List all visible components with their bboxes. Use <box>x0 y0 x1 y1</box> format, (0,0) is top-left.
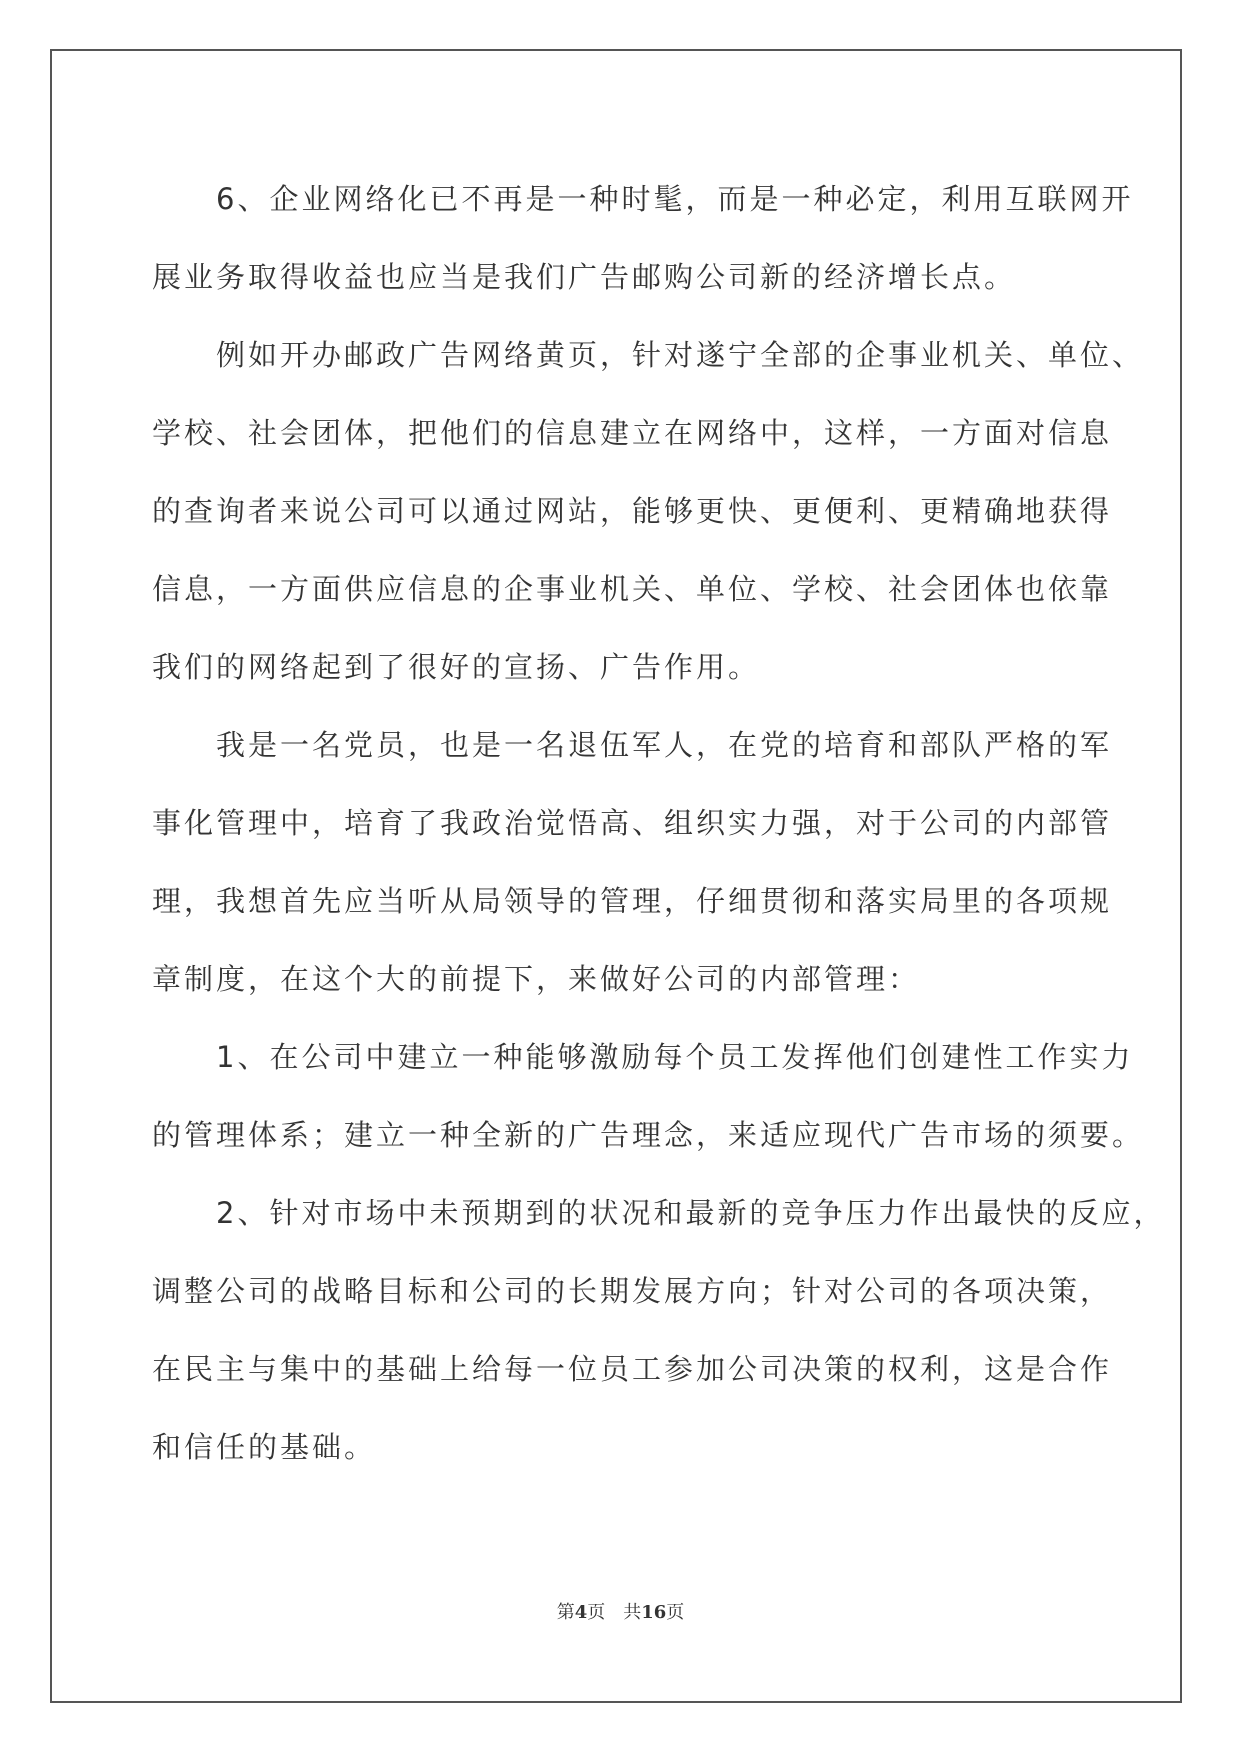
page-footer <box>0 1598 1241 1624</box>
text-line: 的查询者来说公司可以通过网站，能够更快、更便利、更精确地获得 <box>152 494 1113 528</box>
footer-mid: 页 共 <box>587 1602 642 1623</box>
footer-prefix: 第 <box>556 1602 575 1623</box>
footer-suffix: 页 <box>666 1602 685 1623</box>
text-line: 事化管理中，培育了我政治觉悟高、组织实力强，对于公司的内部管 <box>152 806 1113 840</box>
text-line: 学校、社会团体，把他们的信息建立在网络中，这样，一方面对信息 <box>152 416 1113 450</box>
text-line: 2、针对市场中未预期到的状况和最新的竞争压力作出最快的反应， <box>152 1196 1166 1230</box>
text-line: 在民主与集中的基础上给每一位员工参加公司决策的权利，这是合作 <box>152 1352 1113 1386</box>
text-line: 我是一名党员，也是一名退伍军人，在党的培育和部队严格的军 <box>152 728 1113 762</box>
current-page-number: 4 <box>574 1602 588 1623</box>
text-line: 6、企业网络化已不再是一种时髦，而是一种必定，利用互联网开 <box>152 182 1134 216</box>
text-line: 1、在公司中建立一种能够激励每个员工发挥他们创建性工作实力 <box>152 1040 1134 1074</box>
text-line: 理，我想首先应当听从局领导的管理，仔细贯彻和落实局里的各项规 <box>152 884 1113 918</box>
text-line: 我们的网络起到了很好的宣扬、广告作用。 <box>152 650 761 684</box>
text-line: 调整公司的战略目标和公司的长期发展方向；针对公司的各项决策， <box>152 1274 1113 1308</box>
total-page-number: 16 <box>641 1602 667 1623</box>
text-line: 信息，一方面供应信息的企事业机关、单位、学校、社会团体也依靠 <box>152 572 1113 606</box>
text-line: 展业务取得收益也应当是我们广告邮购公司新的经济增长点。 <box>152 260 1017 294</box>
text-line: 的管理体系；建立一种全新的广告理念，来适应现代广告市场的须要。 <box>152 1118 1145 1152</box>
document-body <box>152 160 1166 1486</box>
text-line: 例如开办邮政广告网络黄页，针对遂宁全部的企事业机关、单位、 <box>152 338 1145 372</box>
text-line: 章制度，在这个大的前提下，来做好公司的内部管理： <box>152 962 921 996</box>
text-line: 和信任的基础。 <box>152 1430 377 1464</box>
